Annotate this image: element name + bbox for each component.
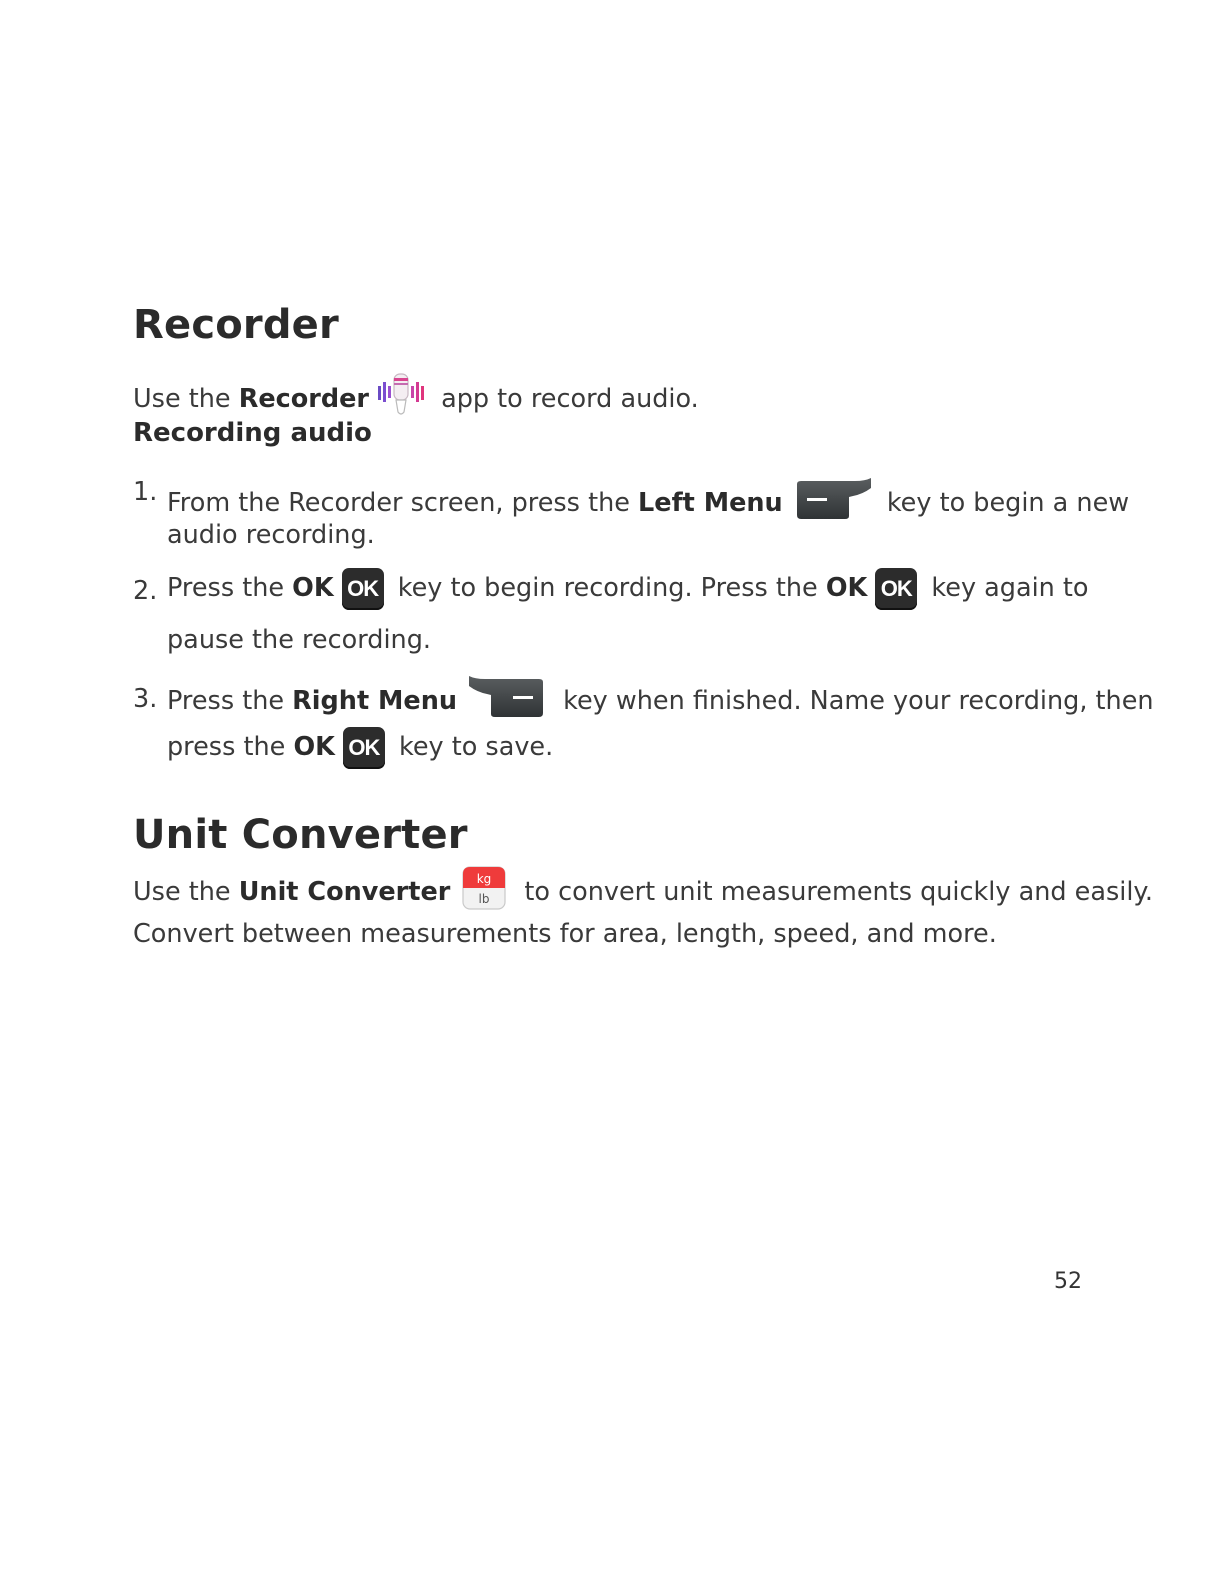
unit-converter-icon bbox=[462, 866, 506, 916]
right-menu-key-icon bbox=[467, 676, 547, 724]
unit-converter-line-2: Convert between measurements for area, length, speed, and more. bbox=[133, 919, 997, 949]
unit-converter-heading: Unit Converter bbox=[133, 812, 468, 858]
recorder-intro: Use the Recorder app to record audio. bbox=[133, 374, 699, 426]
ok-key-icon: OK bbox=[875, 568, 917, 610]
recorder-app-icon bbox=[377, 372, 425, 424]
step-2-number: 2. bbox=[133, 576, 158, 606]
step-2-line-2: pause the recording. bbox=[167, 625, 432, 655]
step-3-line-1: Press the Right Menu key when finished. Name your recording, then bbox=[167, 678, 1154, 726]
recording-audio-subheading: Recording audio bbox=[133, 418, 372, 448]
step-2-line-1: Press the OK OK key to begin recording. Press the OK OK key again to bbox=[167, 568, 1089, 610]
recorder-heading: Recorder bbox=[133, 302, 339, 348]
unit-converter-intro: Use the Unit Converter kg lb to convert unit measurements quickly and easily. bbox=[133, 868, 1153, 918]
unit-converter-icon-top: kg bbox=[477, 872, 492, 886]
ok-key-icon: OK bbox=[342, 568, 384, 610]
page-number: 52 bbox=[1054, 1269, 1082, 1294]
ok-key-icon: OK bbox=[343, 727, 385, 769]
left-menu-key-icon bbox=[793, 478, 873, 526]
unit-converter-icon-bottom: lb bbox=[478, 892, 490, 906]
step-1-line-1: From the Recorder screen, press the Left Menu key to begin a new bbox=[167, 480, 1129, 528]
step-3-line-2: press the OK OK key to save. bbox=[167, 727, 553, 769]
step-3-number: 3. bbox=[133, 684, 158, 714]
step-1-line-2: audio recording. bbox=[167, 520, 375, 550]
step-1-number: 1. bbox=[133, 477, 158, 507]
